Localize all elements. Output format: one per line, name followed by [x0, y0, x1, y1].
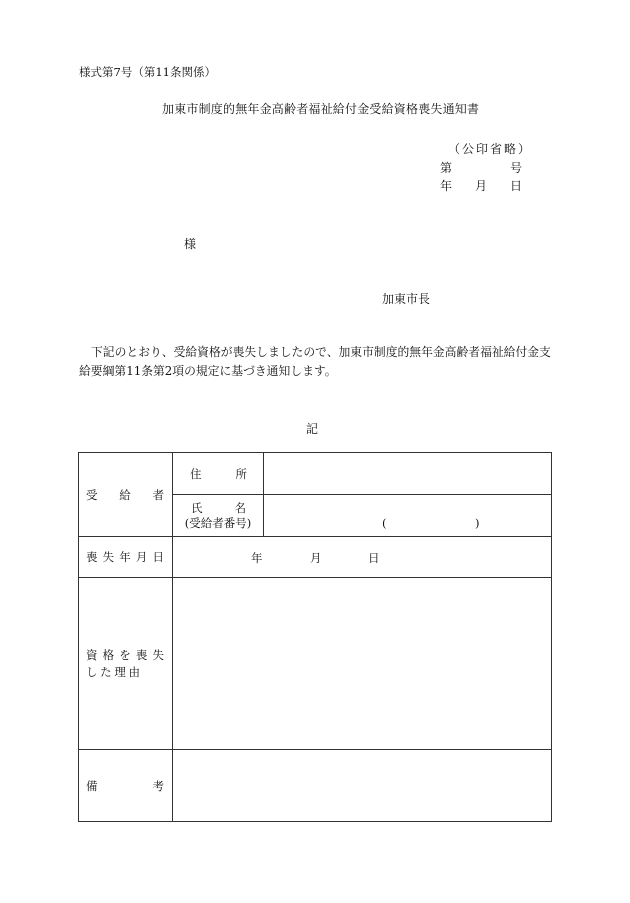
- reason-label-cell: [79, 578, 173, 750]
- notice-table: [78, 452, 552, 822]
- issue-date: [440, 177, 522, 194]
- name-label-cell: [173, 495, 264, 537]
- loss-date-year: 年: [251, 551, 263, 565]
- remarks-label-cell: [79, 750, 173, 822]
- name-label: 氏 名 (受給者番号): [173, 501, 263, 531]
- issue-date-month: 月: [474, 179, 487, 193]
- issue-date-year: 年: [440, 179, 453, 193]
- addressee-honorific: 様: [184, 237, 197, 251]
- issue-number-suffix: 号: [509, 161, 522, 175]
- address-row: [79, 453, 552, 495]
- remarks-field[interactable]: [173, 750, 552, 822]
- loss-date-day: 日: [368, 551, 380, 565]
- loss-date-label-cell: [79, 537, 173, 578]
- paren-close: ): [475, 516, 480, 530]
- loss-date-month: 月: [310, 551, 322, 565]
- recipient-label: 受 給 者: [86, 487, 164, 502]
- document-title: 加東市制度的無年金高齢者福祉給付金受給資格喪失通知書: [162, 102, 480, 116]
- loss-date-label: 喪 失 年 月 日: [86, 550, 164, 564]
- issue-date-day: 日: [509, 179, 522, 193]
- seal-omitted-note: （公印省略）: [448, 142, 533, 156]
- reason-row: [79, 578, 552, 750]
- reason-label: 資 格 を 喪 失 し た 理 由: [86, 647, 164, 679]
- address-field[interactable]: [264, 453, 552, 495]
- name-field[interactable]: [264, 495, 552, 537]
- address-label: 住 所: [190, 466, 247, 481]
- sender-name: 加東市長: [382, 292, 431, 306]
- issue-number-prefix: 第: [440, 161, 453, 175]
- form-number: 様式第7号（第11条関係）: [79, 65, 216, 79]
- loss-date-field[interactable]: [173, 537, 552, 578]
- ki-heading: 記: [306, 422, 319, 436]
- issue-number: [440, 159, 522, 176]
- notice-body: 下記のとおり、受給資格が喪失しましたので、加東市制度的無年金高齢者福祉給付金支給要綱第11条第2項の規定に基づき通知します。: [79, 345, 551, 378]
- address-label-cell: [173, 453, 264, 495]
- remarks-row: [79, 750, 552, 822]
- reason-field[interactable]: [173, 578, 552, 750]
- loss-date-row: [79, 537, 552, 578]
- paren-open: (: [382, 516, 387, 530]
- recipient-label-cell: [79, 453, 173, 537]
- remarks-label: 備 考: [86, 778, 164, 793]
- recipient-number-label: (受給者番号): [184, 515, 252, 530]
